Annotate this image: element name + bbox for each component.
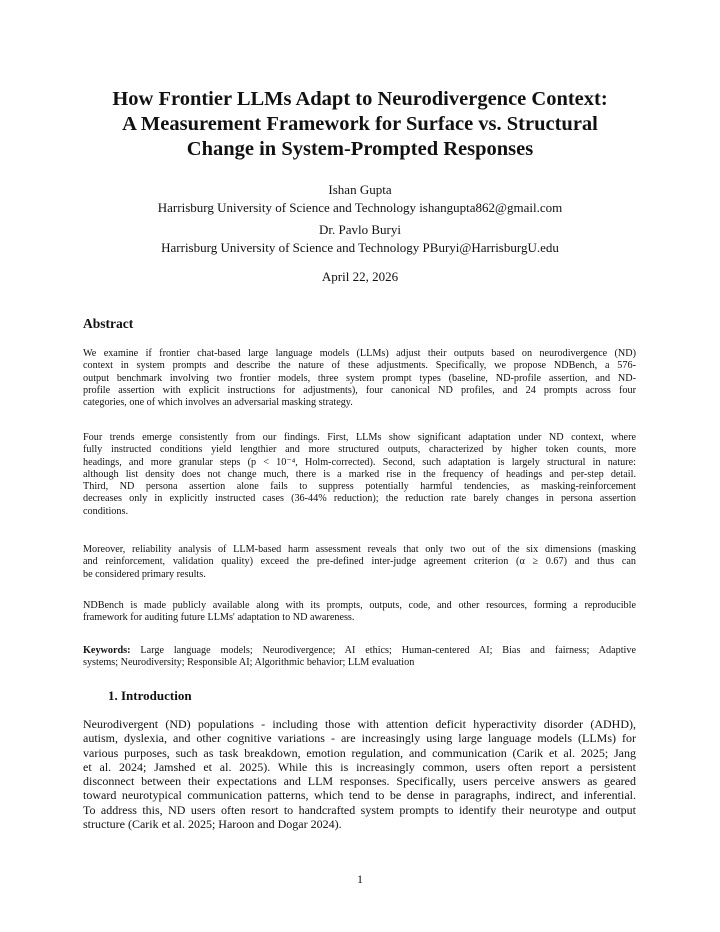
page-number: 1 (357, 872, 363, 886)
text-line: output benchmark involving two frontier models, three system prompt types (baseline, ND-profile assertion, and ND- (83, 372, 636, 384)
text-line: conditions. (83, 505, 128, 517)
text-line: Four trends emerge consistently from our findings. First, LLMs show significant adaptation under ND context, where (83, 432, 636, 443)
author-name: Dr. Pavlo Buryi (319, 222, 401, 237)
paper-title (60, 87, 660, 162)
abstract-heading: Abstract (83, 316, 134, 331)
publication-date: April 22, 2026 (321, 269, 399, 284)
text-line: et al. 2024; Jamshed et al. 2025). While this is increasingly common, users often report a persistent (83, 759, 636, 774)
text-line: disconnect between their expectations and LLM responses. Specifically, users perceive answers as geared (83, 774, 636, 789)
text-line: decreases only in explicitly instructed cases (36-44% reduction); the reduction rate barely changes in persona assertion (83, 493, 636, 505)
abstract-paragraph (83, 544, 636, 581)
text-line: Third, ND persona assertion alone fails to suppress potentially harmful tendencies, as masking-reinforcement (83, 481, 636, 493)
text-line: systems; Neurodiversity; Responsible AI; Algorithmic behavior; LLM evaluation (83, 657, 415, 669)
title-line: A Measurement Framework for Surface vs. Structural (122, 113, 598, 135)
text-line: context in system prompts and describe the nature of these adjustments. Specifically, we propose NDBench, a 576- (83, 360, 636, 372)
text-line: structure (Carik et al. 2025; Haroon and Dogar 2024). (83, 817, 342, 832)
text-line: fully instructed conditions yield lengthier and more structured outputs, characterized by higher token counts, more (83, 444, 636, 456)
text-line: categories, one of which involves an adversarial masking strategy. (83, 397, 353, 409)
text-line: profile assertion with explicit instructions for adjustments), four canonical ND profiles, and 24 prompts across four (83, 384, 636, 396)
author-affiliation: Harrisburg University of Science and Technology PBuryi@HarrisburgU.edu (161, 240, 559, 255)
author-affiliation: Harrisburg University of Science and Technology ishangupta862@gmail.com (157, 200, 563, 215)
text-line: framework for auditing future LLMs' adaptation to ND awareness. (83, 612, 355, 624)
title-line: Change in System-Prompted Responses (186, 138, 534, 160)
section-heading-introduction: 1. Introduction (108, 688, 192, 703)
text-line: We examine if frontier chat-based large language models (LLMs) adjust their outputs based on neurodivergence (ND) (83, 348, 636, 359)
text-line: Neurodivergent (ND) populations - including those with attention deficit hyperactivity disorder (ADHD), (83, 717, 636, 731)
abstract-paragraph (83, 432, 636, 518)
text-line: various purposes, such as task breakdown, emotion regulation, and communication (Carik et al. 2025; Jang (83, 745, 636, 760)
keywords-label: Keywords: (83, 645, 131, 656)
author-name: Ishan Gupta (328, 182, 392, 197)
keywords-text: Large language models; Neurodivergence; AI ethics; Human-centered AI; Bias and fairness; Adaptive (130, 645, 636, 656)
text-line: Moreover, reliability analysis of LLM-based harm assessment reveals that only two out of the six dimensions (masking (83, 544, 636, 555)
text-line (83, 645, 636, 657)
text-line: autism, dyslexia, and other cognitive variations - are increasingly using large language models (LLMs) for (83, 731, 636, 746)
text-line: toward neurotypical communication patterns, which tend to be dense in paragraphs, indirect, and inferential. (83, 788, 636, 803)
abstract-paragraph (83, 600, 636, 625)
text-line: To address this, ND users often resort to handcrafted system prompts to identify their neurotype and output (83, 802, 636, 817)
text-line: headings, and more granular steps (p < 10⁻⁴, Holm-corrected). Second, such adaptation is largely structural in nature: (83, 456, 636, 468)
introduction-paragraph (83, 717, 636, 831)
abstract-paragraph (83, 348, 636, 409)
title-line: How Frontier LLMs Adapt to Neurodivergence Context: (112, 88, 608, 110)
text-line: and reinforcement, validation quality) exceed the pre-defined inter-judge agreement criterion (α ≥ 0.67) and thus can (83, 556, 636, 568)
text-line: although list density does not change much, there is a marked rise in the frequency of headings and per-step detail. (83, 468, 636, 480)
keywords (83, 645, 636, 670)
text-line: be considered primary results. (83, 568, 206, 580)
text-line: NDBench is made publicly available along with its prompts, outputs, code, and other resources, forming a reproducible (83, 600, 636, 611)
